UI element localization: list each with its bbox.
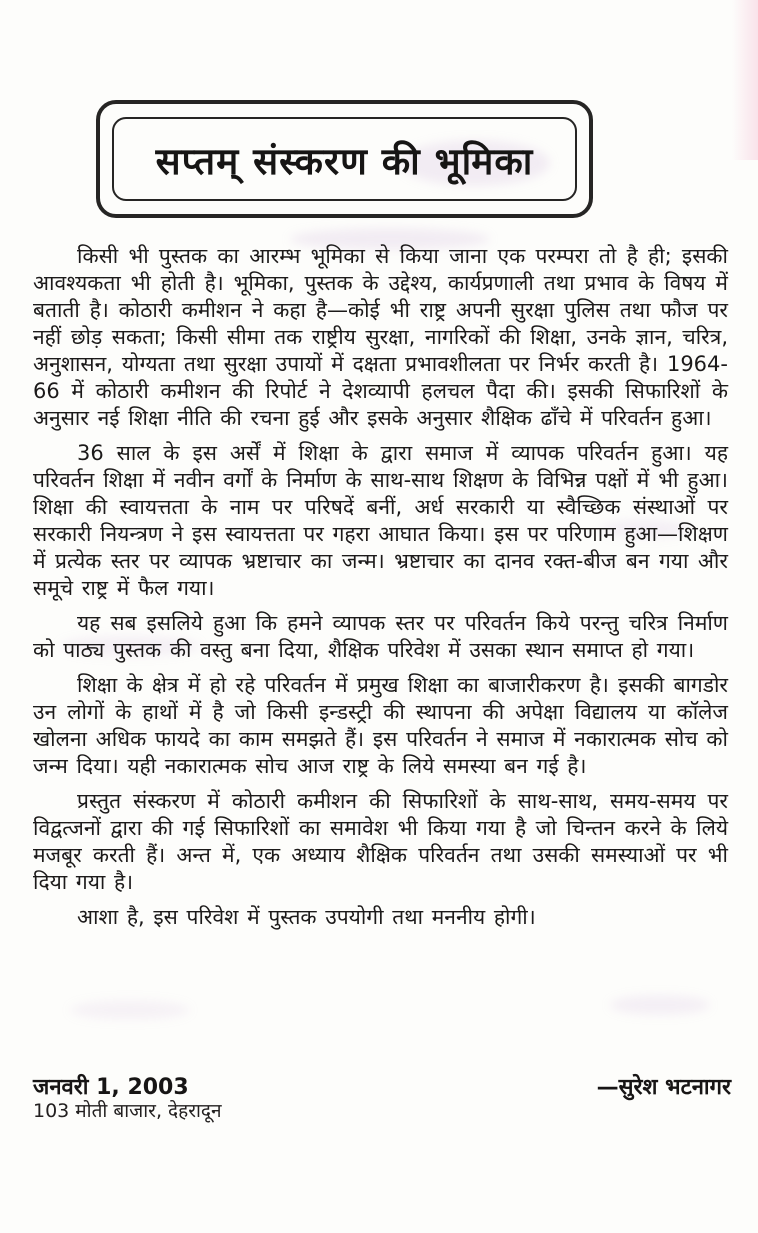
footer-date-block xyxy=(33,1076,222,1123)
paragraph-4: शिक्षा के क्षेत्र में हो रहे परिवर्तन में प्रमुख शिक्षा का बाजारीकरण है। इसकी बागडोर उन लोगों के हाथों में है जो किसी इन्डस्ट्री की स्थापना की अपेक्षा विद्यालय या कॉलेज खोलना अधिक फायदे का काम समझते हैं। इस परिवर्तन ने समाज में नकारात्मक सोच को जन्म दिया। यही नकारात्मक सोच आज राष्ट्र के लिये समस्या बन गई है। xyxy=(33,673,728,778)
author-signature: —सुरेश भटनागर xyxy=(596,1075,731,1100)
paragraph-5: प्रस्तुत संस्करण में कोठारी कमीशन की सिफारिशों के साथ-साथ, समय-समय पर विद्वत्जनों द्वारा की गई सिफारिशों का समावेश भी किया गया है जो चिन्तन करने के लिये मजबूर करती हैं। अन्त में, एक अध्याय शैक्षिक परिवर्तन तथा उसकी समस्याओं पर भी दिया गया है। xyxy=(33,789,728,894)
bleedthrough-artifact xyxy=(610,995,710,1015)
scan-edge-tint xyxy=(732,0,758,160)
title-box-inner-frame xyxy=(112,117,577,201)
preface-body xyxy=(33,243,728,939)
paragraph-3: यह सब इसलिये हुआ कि हमने व्यापक स्तर पर परिवर्तन किये परन्तु चरित्र निर्माण को पाठ्य पुस्तक की वस्तु बना दिया, शैक्षिक परिवेश में उसका स्थान समाप्त हो गया। xyxy=(33,611,728,662)
paragraph-2: 36 साल के इस अर्सें में शिक्षा के द्वारा समाज में व्यापक परिवर्तन हुआ। यह परिवर्तन शिक्षा में नवीन वर्गों के निर्माण के साथ-साथ शिक्षण के विभिन्न पक्षों में भी हुआ। शिक्षा की स्वायत्तता के नाम पर परिषदें बनीं, अर्ध सरकारी या स्वैच्छिक संस्थाओं पर सरकारी नियन्त्रण ने इस स्वायत्तता पर गहरा आघात किया। इस पर परिणाम हुआ—शिक्षण में प्रत्येक स्तर पर व्यापक भ्रष्टाचार का जन्म। भ्रष्टाचार का दानव रक्त-बीज बन गया और समूचे राष्ट्र में फैल गया। xyxy=(33,441,728,600)
address-line: 103 मोती बाजार, देहरादून xyxy=(33,1100,222,1122)
paragraph-6: आशा है, इस परिवेश में पुस्तक उपयोगी तथा मननीय होगी। xyxy=(77,905,536,929)
page-title: सप्तम् संस्करण की भूमिका xyxy=(155,139,534,183)
date-line: जनवरी 1, 2003 xyxy=(33,1075,189,1100)
paragraph-1: किसी भी पुस्तक का आरम्भ भूमिका से किया जाना एक परम्परा तो है ही; इसकी आवश्यकता भी होती है। भूमिका, पुस्तक के उद्देश्य, कार्यप्रणाली तथा प्रभाव के विषय में बताती है। कोठारी कमीशन ने कहा है—कोई भी राष्ट्र अपनी सुरक्षा पुलिस तथा फौज पर नहीं छोड़ सकता; किसी सीमा तक राष्ट्रीय सुरक्षा, नागरिकों की शिक्षा, उनके ज्ञान, चरित्र, अनुशासन, योग्यता तथा सुरक्षा उपायों में दक्षता प्रभावशीलता पर निर्भर करती है। 1964-66 में कोठारी कमीशन की रिपोर्ट ने देशव्यापी हलचल पैदा की। इसकी सिफारिशों के अनुसार नई शिक्षा नीति की रचना हुई और इसके अनुसार शैक्षिक ढाँचे में परिवर्तन हुआ। xyxy=(33,244,728,430)
bleedthrough-artifact xyxy=(70,1000,190,1020)
footer xyxy=(33,1076,733,1123)
title-box xyxy=(96,100,593,218)
